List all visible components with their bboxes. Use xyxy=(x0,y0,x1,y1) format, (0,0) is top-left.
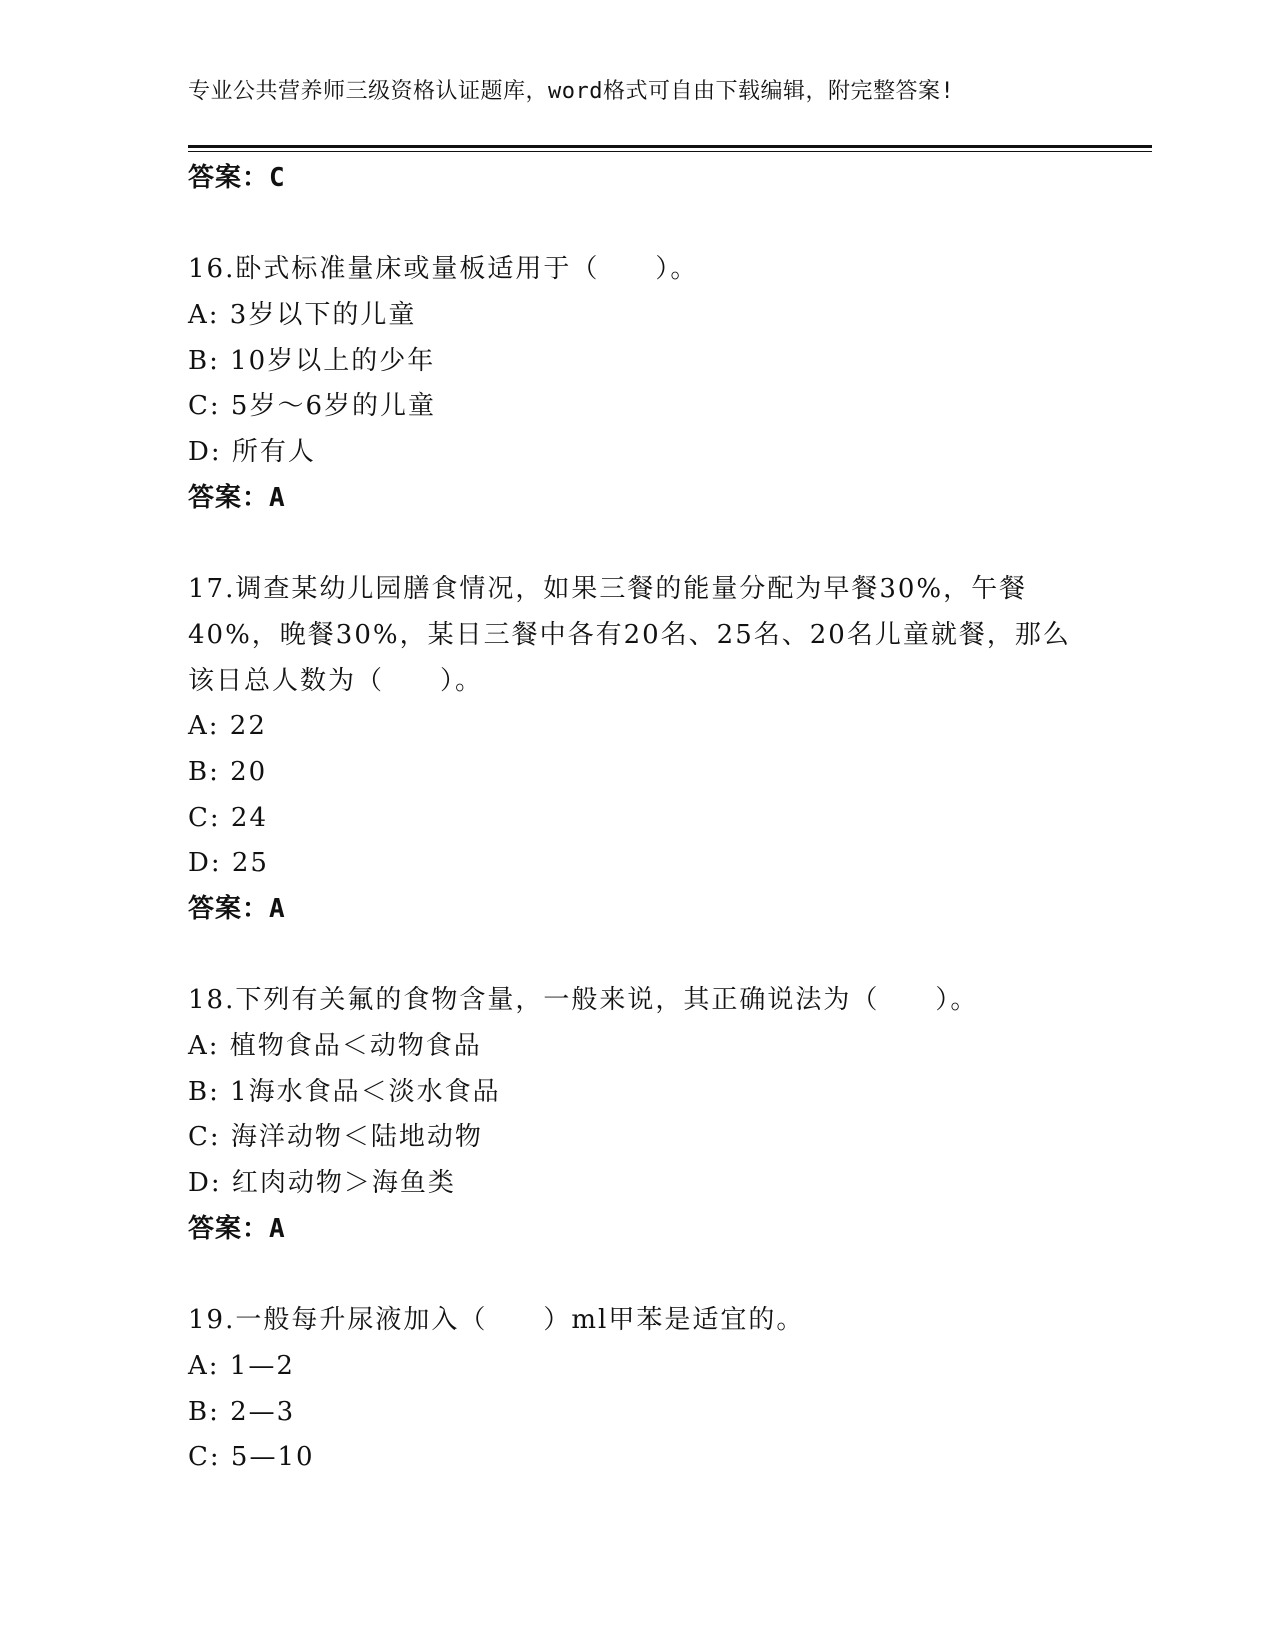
question-text: 19.一般每升尿液加入（ ）ml甲苯是适宜的。 xyxy=(188,1305,805,1336)
header-rule-thick xyxy=(188,145,1152,148)
option-a: A: 植物食品＜动物食品 xyxy=(188,1031,482,1062)
option-c: C: 海洋动物＜陆地动物 xyxy=(188,1122,483,1153)
option-c: C: 24 xyxy=(188,802,269,833)
question-text: 该日总人数为（ ）。 xyxy=(188,665,484,696)
previous-answer: 答案：C xyxy=(188,163,286,193)
question-17 xyxy=(188,567,1088,933)
option-b: B: 10岁以上的少年 xyxy=(188,345,436,376)
option-b: B: 20 xyxy=(188,756,268,787)
question-text: 16.卧式标准量床或量板适用于（ ）。 xyxy=(188,254,699,285)
option-a: A: 3岁以下的儿童 xyxy=(188,300,417,331)
question-19 xyxy=(188,1298,1088,1481)
answer: 答案：A xyxy=(188,894,286,924)
question-list xyxy=(188,156,1088,1481)
page-header: 专业公共营养师三级资格认证题库，word格式可自由下载编辑，附完整答案! xyxy=(188,79,955,104)
answer: 答案：A xyxy=(188,482,286,513)
option-a: A: 1—2 xyxy=(188,1350,295,1381)
option-d: D: 25 xyxy=(188,848,269,879)
answer: 答案：A xyxy=(188,1213,286,1244)
option-d: D: 所有人 xyxy=(188,437,316,468)
header-rule-thin xyxy=(188,151,1152,152)
option-b: B: 1海水食品＜淡水食品 xyxy=(188,1076,501,1107)
question-text: 17.调查某幼儿园膳食情况，如果三餐的能量分配为早餐30%，午餐 xyxy=(188,574,1028,605)
option-c: C: 5岁～6岁的儿童 xyxy=(188,391,437,422)
option-d: D: 红肉动物＞海鱼类 xyxy=(188,1168,456,1199)
question-18 xyxy=(188,978,1088,1252)
question-text: 40%，晚餐30%，某日三餐中各有20名、25名、20名儿童就餐，那么 xyxy=(188,619,1071,650)
option-a: A: 22 xyxy=(188,711,267,742)
option-b: B: 2—3 xyxy=(188,1396,296,1427)
option-c: C: 5—10 xyxy=(188,1442,315,1473)
question-16 xyxy=(188,247,1088,521)
question-text: 18.下列有关氟的食物含量，一般来说，其正确说法为（ ）。 xyxy=(188,985,979,1016)
